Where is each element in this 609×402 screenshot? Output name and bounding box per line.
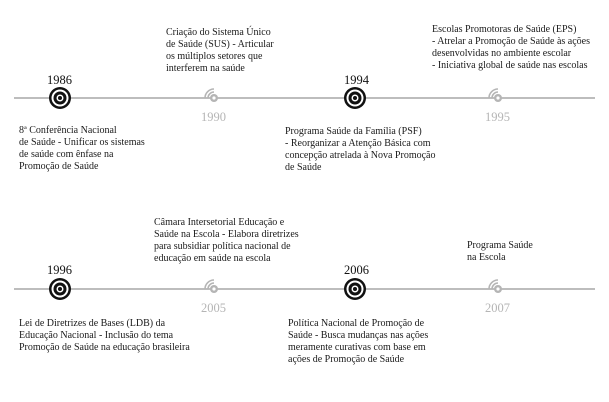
- event-text-2006: Política Nacional de Promoção de Saúde - Busca mudanças nas ações meramente curativas com base em ações de Promoção de Saúde: [288, 318, 429, 365]
- event-text-1996: Lei de Diretrizes de Bases (LDB) da Educação Nacional - Inclusão do tema Promoção de Saúde na educação brasileira: [19, 318, 190, 353]
- key-event-marker-icon: [343, 86, 367, 110]
- event-year-1986: 1986: [47, 73, 72, 87]
- minor-event-marker-icon: [202, 86, 226, 110]
- event-text-1994: Programa Saúde da Família (PSF) - Reorganizar a Atenção Básica com concepção atrelada à Nova Promoção de Saúde: [285, 126, 436, 173]
- timeline-row-2: [0, 200, 609, 400]
- minor-event-marker-icon: [486, 86, 510, 110]
- minor-event-marker-icon: [486, 277, 510, 301]
- event-year-1995: 1995: [485, 110, 510, 124]
- event-text-2005: Câmara Intersetorial Educação e Saúde na Escola - Elabora diretrizes para subsidiar política nacional de educação em saúde na escola: [154, 217, 299, 264]
- key-event-marker-icon: [48, 277, 72, 301]
- timeline-row-1: [0, 0, 609, 200]
- event-text-1990: Criação do Sistema Único de Saúde (SUS) - Articular os múltiplos setores que interferem na saúde: [166, 27, 274, 74]
- event-year-1990: 1990: [201, 110, 226, 124]
- event-text-1995: Escolas Promotoras de Saúde (EPS) - Atrelar a Promoção de Saúde às ações desenvolvidas no ambiente escolar - Iniciativa global de saúde nas escolas: [432, 24, 590, 71]
- event-year-2006: 2006: [344, 263, 369, 277]
- key-event-marker-icon: [343, 277, 367, 301]
- event-year-2005: 2005: [201, 301, 226, 315]
- event-text-2007: Programa Saúde na Escola: [467, 240, 533, 263]
- minor-event-marker-icon: [202, 277, 226, 301]
- event-text-1986: 8ª Conferência Nacional de Saúde - Unificar os sistemas de saúde com ênfase na Promoção de Saúde: [19, 125, 145, 172]
- event-year-1994: 1994: [344, 73, 369, 87]
- key-event-marker-icon: [48, 86, 72, 110]
- event-year-2007: 2007: [485, 301, 510, 315]
- event-year-1996: 1996: [47, 263, 72, 277]
